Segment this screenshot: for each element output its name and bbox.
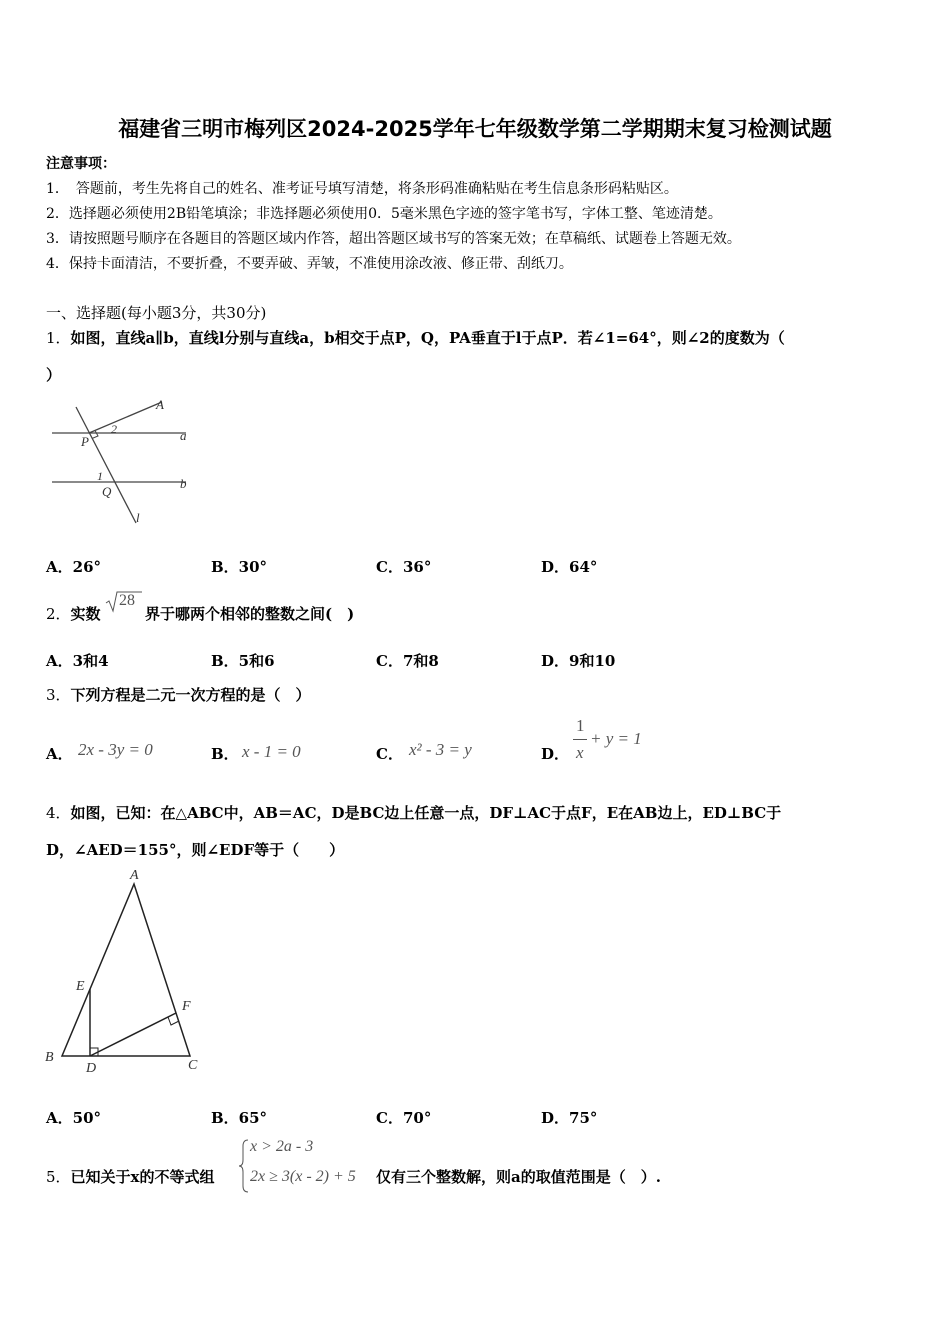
question-text-cont: 界于哪两个相邻的整数之间( ) (145, 605, 355, 623)
choice-a-expr: 2x - 3y = 0 (78, 740, 153, 759)
radicand: 28 (119, 592, 135, 609)
question-3 (46, 684, 311, 705)
question-number: 5． (46, 1168, 71, 1186)
choice-c[interactable]: C．70° (376, 1109, 432, 1127)
notice-heading: 注意事项： (46, 156, 116, 172)
notice-item: 2．选择题必须使用2B铅笔填涂；非选择题必须使用0．5毫米黑色字迹的签字笔书写，字体工整、笔迹清楚。 (46, 206, 722, 222)
label-Q: Q (102, 484, 112, 499)
line-l (76, 407, 136, 523)
choice-d[interactable]: D．75° (541, 1109, 598, 1127)
system-line-1: x > 2a - 3 (250, 1138, 314, 1155)
question-text: 如图，已知：在△ABC中，AB＝AC，D是BC边上任意一点，DF⊥AC于点F，E在AB边上，ED⊥BC于 (70, 804, 782, 822)
question-1 (46, 327, 785, 348)
choice-a[interactable]: A． (46, 745, 73, 763)
question-4 (46, 802, 781, 823)
question-text-cont: 仅有三个整数解，则a的取值范围是（ ）. (376, 1168, 661, 1186)
system-line-2: 2x ≥ 3(x - 2) + 5 (250, 1168, 356, 1185)
notice-item: 4．保持卡面清洁，不要折叠，不要弄破、弄皱，不准使用涂改液、修正带、刮纸刀。 (46, 256, 573, 272)
question-number: 4． (46, 804, 71, 822)
choice-d[interactable]: D．64° (541, 558, 598, 576)
fraction-bar (573, 739, 587, 740)
label-E: E (76, 979, 85, 994)
fraction-denominator: x (576, 743, 584, 762)
figure-triangle (40, 862, 215, 1082)
choice-d-expr: + y = 1 (590, 729, 642, 748)
question-5 (46, 1166, 215, 1187)
choice-a[interactable]: A．50° (46, 1109, 102, 1127)
label-D: D (86, 1061, 97, 1076)
choice-c[interactable]: C． (376, 745, 403, 763)
question-2 (46, 603, 101, 624)
question-text-cont: ） (46, 366, 62, 384)
question-number: 1． (46, 329, 71, 347)
choice-b[interactable]: B．65° (211, 1109, 268, 1127)
question-text: 已知关于x的不等式组 (70, 1168, 215, 1186)
label-b: b (180, 476, 187, 491)
choice-b[interactable]: B． (211, 745, 239, 763)
label-l: l (136, 510, 140, 525)
label-1: 1 (97, 469, 103, 483)
label-A: A (156, 397, 164, 412)
choice-b-expr: x - 1 = 0 (242, 742, 301, 761)
figure-parallel-lines (44, 395, 204, 530)
choice-b[interactable]: B．30° (211, 558, 268, 576)
question-number: 2． (46, 605, 71, 623)
question-number: 3． (46, 686, 71, 704)
choice-d[interactable]: D． (541, 745, 570, 763)
label-2: 2 (111, 422, 117, 436)
question-text: 实数 (70, 605, 101, 623)
choice-a[interactable]: A．26° (46, 558, 102, 576)
segment-df (90, 1013, 176, 1056)
label-B: B (45, 1050, 54, 1065)
choice-d[interactable]: D．9和10 (541, 652, 616, 670)
choice-c-expr: x² - 3 = y (409, 740, 472, 759)
section-heading: 一、选择题(每小题3分，共30分) (46, 304, 267, 322)
question-text: 下列方程是二元一次方程的是（ ） (70, 686, 311, 704)
question-text-cont: D，∠AED＝155°，则∠EDF等于（ ） (46, 841, 345, 859)
brace-icon (238, 1138, 250, 1194)
page-title: 福建省三明市梅列区2024-2025学年七年级数学第二学期期末复习检测试题 (118, 117, 832, 141)
choice-a[interactable]: A．3和4 (46, 652, 109, 670)
notice-item: 3．请按照题号顺序在各题目的答题区域内作答，超出答题区域书写的答案无效；在草稿纸、试题卷上答题无效。 (46, 231, 741, 247)
ray-pa (89, 402, 162, 433)
label-C: C (188, 1058, 198, 1073)
label-P: P (81, 434, 89, 449)
label-a: a (180, 428, 187, 443)
triangle-abc (62, 884, 190, 1056)
label-A: A (130, 868, 139, 883)
notice-item: 1． 答题前，考生先将自己的姓名、准考证号填写清楚，将条形码准确粘贴在考生信息条形码粘贴区。 (46, 181, 678, 197)
choice-b[interactable]: B．5和6 (211, 652, 275, 670)
question-text: 如图，直线a∥b，直线l分别与直线a，b相交于点P，Q，PA垂直于l于点P．若∠1=64°，则∠2的度数为（ (70, 329, 785, 347)
label-F: F (182, 999, 191, 1014)
fraction-numerator: 1 (576, 716, 585, 735)
choice-c[interactable]: C．7和8 (376, 652, 439, 670)
choice-c[interactable]: C．36° (376, 558, 432, 576)
